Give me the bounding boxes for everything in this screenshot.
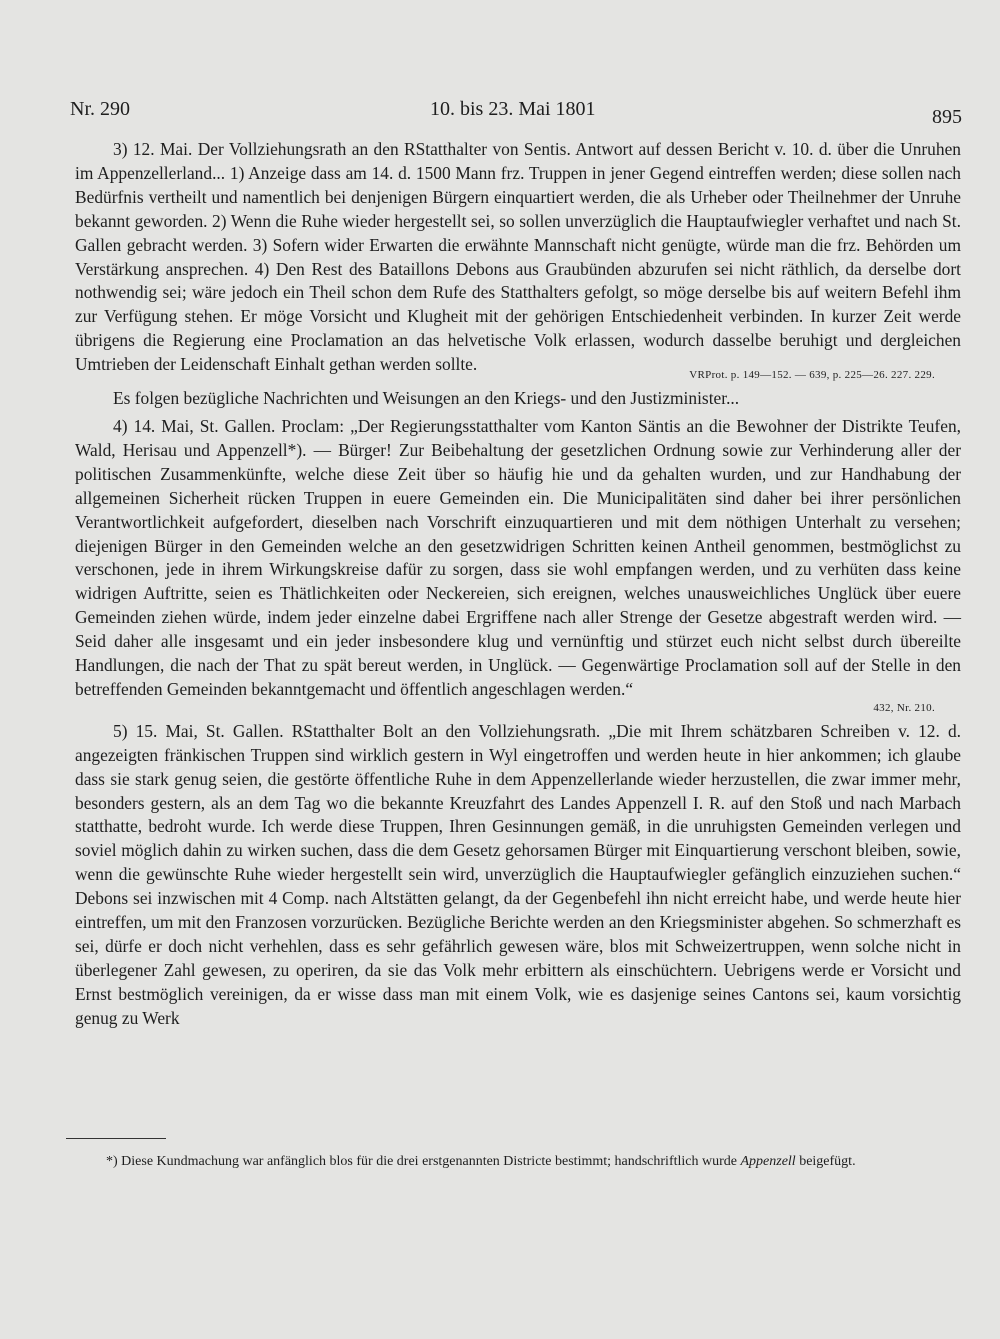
page-number: 895 — [932, 106, 962, 128]
footnote-text: *) Diese Kundmachung war anfänglich blos für die drei erstgenannten Districte bestimmt; handschriftlich wurde — [106, 1154, 737, 1169]
footnote-tail: beigefügt. — [795, 1154, 856, 1169]
body-text — [75, 138, 961, 1031]
footnote-rule — [66, 1138, 166, 1139]
paragraph-2: Es folgen bezügliche Nachrichten und Weisungen an den Kriegs- und den Justizminister... — [113, 388, 740, 409]
source-reference-1: VRProt. p. 149—152. — 639, p. 225—26. 227. 229. — [689, 369, 935, 382]
footnote — [66, 1151, 961, 1173]
document-number: Nr. 290 — [70, 98, 130, 120]
paragraph-4: 5) 15. Mai, St. Gallen. RStatthalter Bolt an den Vollziehungsrath. „Die mit Ihrem schätzbaren Schreiben v. 12. d. angezeigten fränkischen Truppen sind wirklich gestern in Wyl eingetroffen und werden heute in hier ankommen; ich glaube dass sie stark genug seien, die gestörte öffentliche Ruhe in dem Appenzellerlande wieder herzustellen, die zwar immer mehr, besonders gestern, als an dem Tag wo die bekannte Kreuzfahrt des Landes Appenzell I. R. auf den Stoß und nach Marbach statthatte, bedroht wurde. Ich werde diese Truppen, Ihren Gesinnungen gemäß, in die unruhigsten Gemeinden verlegen und soviel möglich dahin zu wirken suchen, dass die dem Gesetz gehorsamen Bürger mit Einquartierung verschont bleiben, sowie, wenn die gewünschte Ruhe wieder hergestellt sein wird, unverzüglich die Hauptaufwiegler gefänglich einzuziehen suchen.“ Debons sei inzwischen mit 4 Comp. nach Altstätten gelangt, da der Gegenbefehl ihn nicht erreicht habe, und werde heute hier eintreffen, um mit den Franzosen vorzurücken. Bezügliche Berichte werden an den Kriegsminister abgehen. So schmerzhaft es sei, dürfe er doch nicht verhehlen, dass es sehr gefährlich gewesen wäre, blos mit Schweizertruppen, wenn solche nicht in überlegener Zahl gewesen, zu operiren, da sie das Volk mehr erbittern als einschüchtern. Uebrigens werde er Vorsicht und Ernst bestmöglich vereinigen, da er wisse dass man mit einem Volk, wie es dasjenige seines Cantons sei, kaum vorsichtig genug zu Werk — [75, 720, 961, 1028]
date-range: 10. bis 23. Mai 1801 — [430, 98, 596, 120]
running-header — [70, 98, 962, 126]
source-reference-2: 432, Nr. 210. — [873, 701, 935, 714]
paragraph-1: 3) 12. Mai. Der Vollziehungsrath an den RStatthalter von Sentis. Antwort auf dessen Bericht v. 10. d. über die Unruhen im Appenzellerland... 1) Anzeige dass am 14. d. 1500 Mann frz. Truppen in jener Gegend eintreffen werden; diese sollen nach Bedürfnis vertheilt und namentlich bei denjenigen Bürgern einquartiert werden, die als Urheber oder Theilnehmer der Unruhe bekannt geworden. 2) Wenn die Ruhe wieder hergestellt sei, so sollen unverzüglich die Hauptaufwiegler verhaftet und nach St. Gallen gebracht werden. 3) Sofern wider Erwarten die erwähnte Mannschaft nicht genügte, würde man die frz. Behörden um Verstärkung ansprechen. 4) Den Rest des Bataillons Debons aus Graubünden abzurufen sei nicht räthlich, da derselbe dort nothwendig sei; wäre jedoch ein Theil schon dem Rufe des Statthalters gefolgt, so möge derselbe bis auf weitern Befehl ihm zur Verfügung stehen. Er möge Vorsicht und Klugheit mit der gehörigen Entschiedenheit verbinden. In kurzer Zeit werde übrigens die Regierung eine Proclamation an das helvetische Volk erlassen, wodurch dasselbe beruhigt und dergleichen Umtrieben der Leidenschaft Einhalt gethan werden sollte. — [75, 139, 961, 375]
footnote-italic: Appenzell — [740, 1154, 796, 1169]
paragraph-3: 4) 14. Mai, St. Gallen. Proclam: „Der Regierungsstatthalter vom Kanton Säntis an die Bewohner der Distrikte Teufen, Wald, Herisau und Appenzell*). — Bürger! Zur Beibehaltung der gesetzlichen Ordnung sowie zur Verhinderung aller der politischen Zusammenkünfte, welche diese Zeit über so häufig hie und da gehalten wurden, und zur Handhabung der allgemeinen Sicherheit rücken Truppen in euere Gemeinden ein. Die Municipalitäten sind daher bei ihrer persönlichen Verantwortlichkeit aufgefordert, dieselben nach Vorschrift einzuquartieren und mit dem nöthigen Unterhalt zu versehen; diejenigen Bürger in den Gemeinden welche an den gesetzwidrigen Schritten keinen Antheil genommen, bestmöglichst zu verschonen, jede in ihrem Wirkungskreise dafür zu sorgen, dass sie wohl empfangen werden, und zu verhüten dass keine widrigen Auftritte, seien es Thätlichkeiten oder Neckereien, sich ereignen, welches unausweichliches Unglück über euere Gemeinden ziehen würde, indem jeder einzelne dabei Ergriffene nach aller Strenge der Gesetze abgestraft werden wird. — Seid daher alle insgesamt und ein jeder insbesondere klug und vernünftig und stürzet euch nicht selbst durch übereilte Handlungen, die nach der That zu spät bereut werden, in Unglück. — Gegenwärtige Proclamation soll auf der Stelle in den betreffenden Gemeinden bekanntgemacht und öffentlich angeschlagen werden.“ — [75, 415, 961, 699]
